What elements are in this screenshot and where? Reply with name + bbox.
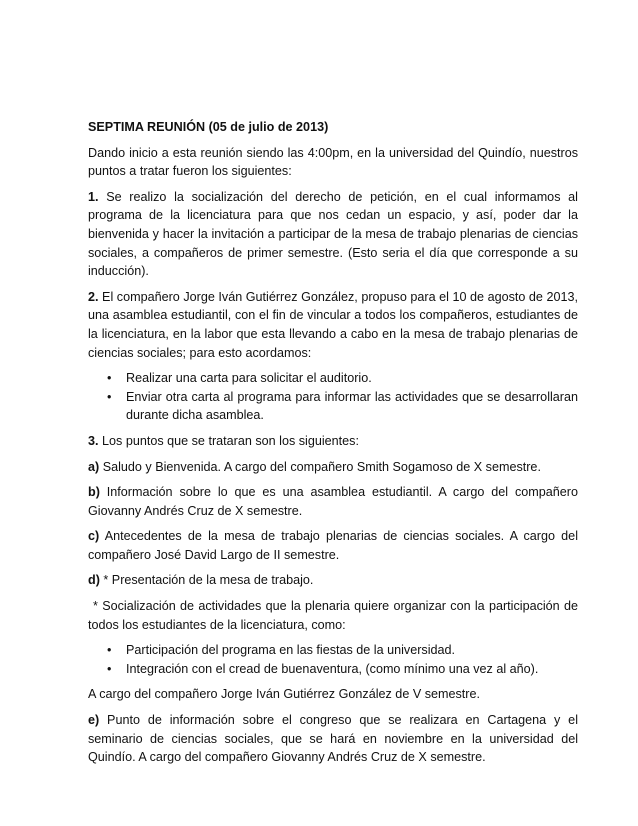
bullet-icon: • xyxy=(107,643,112,658)
list-item-text: Enviar otra carta al programa para informar las actividades que se desarrollaran durante dicha asamblea. xyxy=(126,389,578,423)
list-item-text: Participación del programa en las fiestas de la universidad. xyxy=(126,643,456,658)
point-d-label: d) xyxy=(88,573,100,588)
point-d-socialization-text: * Socialización de actividades que la plenaria quiere organizar con la participación de todos los estudiantes de la licenciatura, como: xyxy=(88,599,578,632)
point-b-label: b) xyxy=(88,485,100,500)
point-a-text: Saludo y Bienvenida. A cargo del compañero Smith Sogamoso de X semestre. xyxy=(99,459,541,474)
meeting-heading: SEPTIMA REUNIÓN (05 de julio de 2013) xyxy=(88,120,329,134)
activities-list xyxy=(88,641,578,678)
point-d-socialization-paragraph xyxy=(88,597,578,634)
point-b-paragraph xyxy=(88,483,578,520)
point-c-text: Antecedentes de la mesa de trabajo plenarias de ciencias sociales. A cargo del compañero José David Largo de II semestre. xyxy=(88,529,578,562)
point-c-label: c) xyxy=(88,529,100,544)
point-d-responsible-paragraph: A cargo del compañero Jorge Iván Gutiérrez González de V semestre. xyxy=(88,687,481,702)
point-a-paragraph xyxy=(88,458,578,477)
bullet-icon: • xyxy=(107,661,112,676)
point-d-paragraph xyxy=(88,571,578,590)
list-item-text: Realizar una carta para solicitar el auditorio. xyxy=(126,371,372,386)
point-b-text: Información sobre lo que es una asamblea estudiantil. A cargo del compañero Giovanny Andrés Cruz de X semestre. xyxy=(88,485,578,518)
point-a-label: a) xyxy=(88,459,100,474)
list-item xyxy=(88,660,578,679)
point-2-label: 2. xyxy=(88,289,99,304)
point-1-paragraph xyxy=(88,188,578,281)
agreements-list xyxy=(88,369,578,425)
point-2-text: El compañero Jorge Iván Gutiérrez González, propuso para el 10 de agosto de 2013, una asamblea estudiantil, con el fin de vincular a todos los compañeros, estudiantes de la licenciatura, en la labor que esta llevando a cabo en la mesa de trabajo plenarias de ciencias sociales; para esto acordamos: xyxy=(88,289,578,360)
list-item xyxy=(88,641,578,660)
point-c-paragraph xyxy=(88,527,578,564)
point-e-text: Punto de información sobre el congreso que se realizara en Cartagena y el seminario de ciencias sociales, que se hará en noviembre en la universidad del Quindío. A cargo del compañero Giovanny Andrés Cruz de X semestre. xyxy=(88,713,578,765)
list-item xyxy=(88,369,578,388)
point-3-text: Los puntos que se trataran son los siguientes: xyxy=(98,433,359,448)
point-1-text: Se realizo la socialización del derecho de petición, en el cual informamos al programa de la licenciatura para que nos cedan un espacio, y así, poder dar la bienvenida y hacer la invitación a participar de la mesa de trabajo plenarias de ciencias sociales, a compañeros de primer semestre. (Esto seria el día que corresponde a su inducción). xyxy=(88,189,578,279)
point-e-paragraph xyxy=(88,711,578,767)
bullet-icon: • xyxy=(107,389,112,404)
point-3-label: 3. xyxy=(88,433,99,448)
point-2-paragraph xyxy=(88,288,578,362)
document-page xyxy=(88,118,578,774)
bullet-icon: • xyxy=(107,371,112,386)
point-3-paragraph xyxy=(88,432,578,451)
list-item xyxy=(88,388,578,425)
list-item-text: Integración con el cread de buenaventura, (como mínimo una vez al año). xyxy=(126,661,539,676)
point-d-text: * Presentación de la mesa de trabajo. xyxy=(99,573,314,588)
point-e-label: e) xyxy=(88,713,100,728)
point-1-label: 1. xyxy=(88,189,99,204)
intro-paragraph: Dando inicio a esta reunión siendo las 4:00pm, en la universidad del Quindío, nuestros puntos a tratar fueron los siguientes: xyxy=(88,145,578,179)
